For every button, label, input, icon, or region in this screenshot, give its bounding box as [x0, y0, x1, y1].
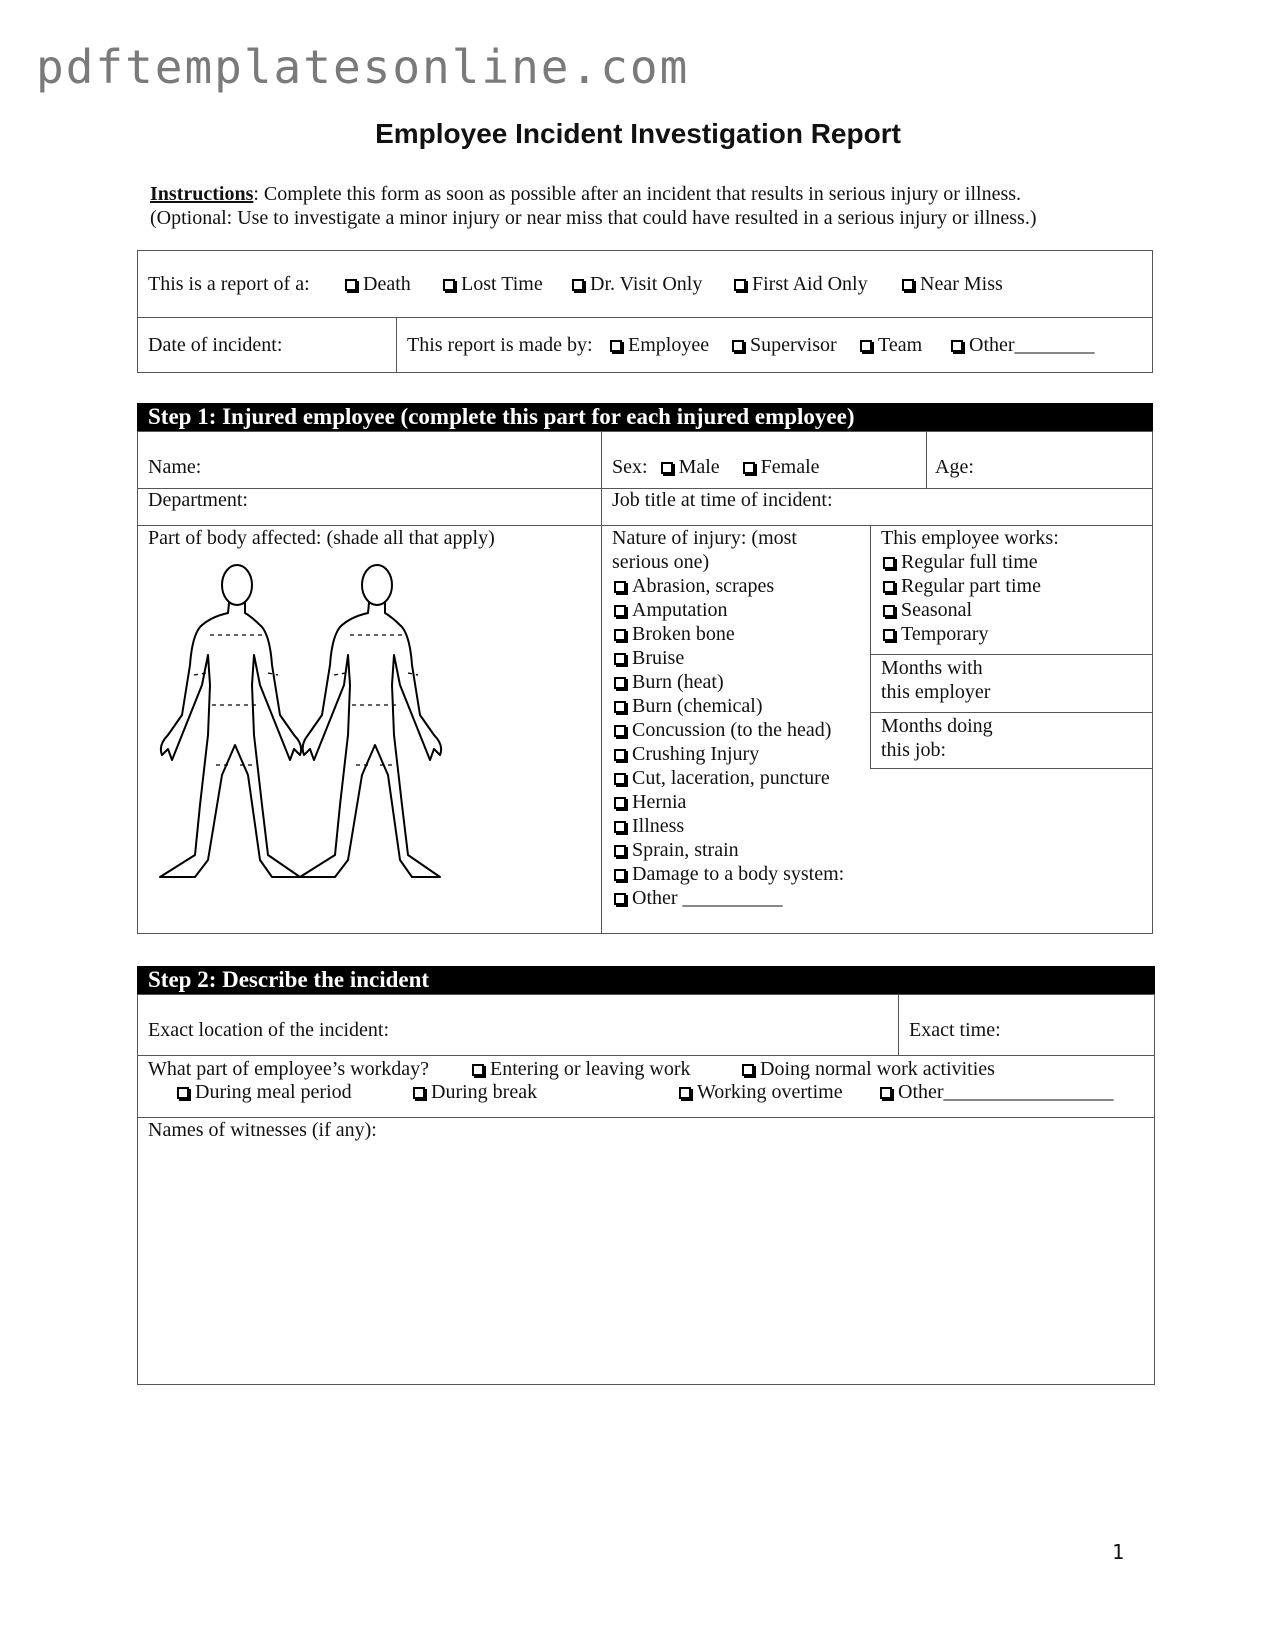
- months-job-label-1: Months doing: [881, 715, 993, 737]
- checkbox-icon[interactable]: [614, 701, 626, 713]
- months-job-label-2: this job:: [881, 739, 947, 761]
- checkbox-icon[interactable]: [734, 279, 746, 291]
- checkbox-icon[interactable]: [614, 653, 626, 665]
- checkbox-icon[interactable]: [661, 462, 673, 474]
- made-by-other[interactable]: [951, 333, 1095, 357]
- nature-option[interactable]: [614, 814, 844, 838]
- checkbox-icon[interactable]: [883, 557, 895, 569]
- report-divider: [137, 317, 1153, 318]
- checkbox-icon[interactable]: [614, 797, 626, 809]
- checkbox-icon[interactable]: [951, 340, 963, 352]
- date-of-incident-label: Date of incident:: [148, 334, 283, 356]
- instructions-line-2: (Optional: Use to investigate a minor injury or near miss that could have resulted in a serious injury or illness.): [150, 207, 1037, 229]
- sex-option-female[interactable]: [743, 455, 820, 479]
- option-label: Broken bone: [632, 623, 735, 645]
- time-label: Exact time:: [909, 1019, 1001, 1041]
- option-label: Cut, laceration, puncture: [632, 767, 830, 789]
- checkbox-icon[interactable]: [732, 340, 744, 352]
- option-label: Team: [878, 334, 923, 356]
- report-option-first-aid[interactable]: [734, 272, 868, 296]
- option-label: Damage to a body system:: [632, 863, 845, 885]
- checkbox-icon[interactable]: [614, 773, 626, 785]
- workday-label: What part of employee’s workday?: [148, 1058, 430, 1080]
- months-employer-label-1: Months with: [881, 657, 983, 679]
- nature-option[interactable]: [614, 598, 844, 622]
- nature-option[interactable]: [614, 838, 844, 862]
- nature-option[interactable]: [614, 886, 844, 910]
- workday-option-entering[interactable]: [472, 1057, 691, 1081]
- body-affected-label: Part of body affected: (shade all that apply): [148, 527, 495, 549]
- works-divider: [870, 525, 871, 768]
- option-label: Concussion (to the head): [632, 719, 832, 741]
- checkbox-icon[interactable]: [614, 893, 626, 905]
- option-label: Burn (heat): [632, 671, 724, 693]
- nature-option[interactable]: [614, 766, 844, 790]
- works-option[interactable]: [883, 598, 1041, 622]
- option-label: Supervisor: [750, 334, 837, 356]
- checkbox-icon[interactable]: [902, 279, 914, 291]
- option-label: Other________: [969, 334, 1095, 356]
- checkbox-icon[interactable]: [345, 279, 357, 291]
- option-label: Male: [678, 456, 720, 478]
- option-label: Burn (chemical): [632, 695, 763, 717]
- option-label: Near Miss: [920, 273, 1003, 295]
- nature-option[interactable]: [614, 742, 844, 766]
- step2-row-divider-1: [137, 1055, 1155, 1056]
- step2-header: Step 2: Describe the incident: [137, 966, 1155, 994]
- option-label: Death: [363, 273, 411, 295]
- checkbox-icon[interactable]: [883, 629, 895, 641]
- sex-label: Sex:: [612, 456, 648, 478]
- page-title: Employee Incident Investigation Report: [375, 118, 901, 149]
- location-label: Exact location of the incident:: [148, 1019, 390, 1041]
- checkbox-icon[interactable]: [743, 462, 755, 474]
- step2-box: [137, 994, 1155, 1385]
- option-label: Dr. Visit Only: [590, 273, 703, 295]
- checkbox-icon[interactable]: [614, 677, 626, 689]
- option-label: Bruise: [632, 647, 685, 669]
- watermark: pdftemplatesonline.com: [36, 40, 690, 94]
- workday-option-other[interactable]: [880, 1080, 1114, 1104]
- made-by-employee[interactable]: [610, 333, 709, 357]
- nature-option[interactable]: [614, 862, 844, 886]
- works-bottom-line: [870, 654, 1153, 655]
- option-label: Working overtime: [697, 1081, 843, 1103]
- report-option-death[interactable]: [345, 272, 411, 296]
- nature-option[interactable]: [614, 694, 844, 718]
- checkbox-icon[interactable]: [614, 581, 626, 593]
- option-label: Abrasion, scrapes: [632, 575, 775, 597]
- sex-option-male[interactable]: [661, 455, 720, 479]
- checkbox-icon[interactable]: [614, 749, 626, 761]
- checkbox-icon[interactable]: [679, 1087, 691, 1099]
- option-label: Other __________: [632, 887, 783, 909]
- months-employer-label-2: this employer: [881, 681, 991, 703]
- checkbox-icon[interactable]: [614, 845, 626, 857]
- age-label: Age:: [935, 456, 974, 478]
- report-option-near-miss[interactable]: [902, 272, 1003, 296]
- workday-option-meal[interactable]: [177, 1080, 352, 1104]
- works-option[interactable]: [883, 574, 1041, 598]
- checkbox-icon[interactable]: [614, 869, 626, 881]
- option-label: Crushing Injury: [632, 743, 760, 765]
- works-option[interactable]: [883, 622, 1041, 646]
- option-label: Employee: [628, 334, 710, 356]
- option-label: First Aid Only: [752, 273, 868, 295]
- workday-option-break[interactable]: [413, 1080, 537, 1104]
- name-label: Name:: [148, 456, 202, 478]
- job-title-label: Job title at time of incident:: [612, 489, 833, 511]
- checkbox-icon[interactable]: [472, 1064, 484, 1076]
- option-label: Regular full time: [901, 551, 1038, 573]
- step1-col-divider: [601, 431, 602, 934]
- witnesses-label: Names of witnesses (if any):: [148, 1119, 377, 1141]
- nature-option[interactable]: [614, 622, 844, 646]
- page-number: 1: [1111, 1540, 1124, 1564]
- nature-label-1: Nature of injury: (most: [612, 527, 797, 549]
- option-label: Sprain, strain: [632, 839, 739, 861]
- made-by-label: This report is made by:: [407, 334, 593, 356]
- checkbox-icon[interactable]: [177, 1087, 189, 1099]
- made-by-supervisor[interactable]: [732, 333, 837, 357]
- option-label: Illness: [632, 815, 685, 837]
- nature-options: [614, 574, 844, 910]
- checkbox-icon[interactable]: [883, 605, 895, 617]
- checkbox-icon[interactable]: [443, 279, 455, 291]
- report-type-label: This is a report of a:: [148, 273, 310, 295]
- option-label: Other_________________: [898, 1081, 1114, 1103]
- option-label: Seasonal: [901, 599, 973, 621]
- months-employer-line: [870, 712, 1153, 713]
- instructions: [150, 182, 1036, 230]
- instructions-label: Instructions: [150, 183, 254, 205]
- checkbox-icon[interactable]: [614, 821, 626, 833]
- option-label: Amputation: [632, 599, 728, 621]
- checkbox-icon[interactable]: [614, 605, 626, 617]
- nature-label-2: serious one): [612, 551, 710, 573]
- option-label: Temporary: [901, 623, 989, 645]
- checkbox-icon[interactable]: [610, 340, 622, 352]
- checkbox-icon[interactable]: [413, 1087, 425, 1099]
- months-job-line: [870, 768, 1153, 769]
- report-option-lost-time[interactable]: [443, 272, 543, 296]
- option-label: Lost Time: [461, 273, 543, 295]
- date-divider: [396, 317, 397, 373]
- step1-header: Step 1: Injured employee (complete this part for each injured employee): [137, 403, 1153, 431]
- works-option[interactable]: [883, 550, 1041, 574]
- department-label: Department:: [148, 489, 248, 511]
- option-label: During break: [431, 1081, 538, 1103]
- body-diagram-icon[interactable]: [150, 555, 470, 895]
- nature-option[interactable]: [614, 574, 844, 598]
- sex-field: [612, 455, 820, 479]
- option-label: Entering or leaving work: [490, 1058, 691, 1080]
- works-label: This employee works:: [881, 527, 1059, 549]
- option-label: Female: [760, 456, 820, 478]
- checkbox-icon[interactable]: [614, 629, 626, 641]
- checkbox-icon[interactable]: [742, 1064, 754, 1076]
- checkbox-icon[interactable]: [572, 279, 584, 291]
- nature-option[interactable]: [614, 790, 844, 814]
- option-label: Regular part time: [901, 575, 1041, 597]
- workday-option-overtime[interactable]: [679, 1080, 843, 1104]
- option-label: Doing normal work activities: [760, 1058, 995, 1080]
- made-by-team[interactable]: [860, 333, 922, 357]
- option-label: During meal period: [195, 1081, 352, 1103]
- checkbox-icon[interactable]: [860, 340, 872, 352]
- works-options: [883, 550, 1041, 646]
- age-divider: [926, 431, 927, 488]
- instructions-line-1: : Complete this form as soon as possible after an incident that results in serious injury or illness.: [253, 183, 1022, 205]
- report-option-dr-visit[interactable]: [572, 272, 702, 296]
- workday-option-normal[interactable]: [742, 1057, 995, 1081]
- nature-option[interactable]: [614, 670, 844, 694]
- checkbox-icon[interactable]: [614, 725, 626, 737]
- option-label: Hernia: [632, 791, 687, 813]
- nature-option[interactable]: [614, 646, 844, 670]
- time-divider: [898, 994, 899, 1055]
- checkbox-icon[interactable]: [883, 581, 895, 593]
- checkbox-icon[interactable]: [880, 1087, 892, 1099]
- nature-option[interactable]: [614, 718, 844, 742]
